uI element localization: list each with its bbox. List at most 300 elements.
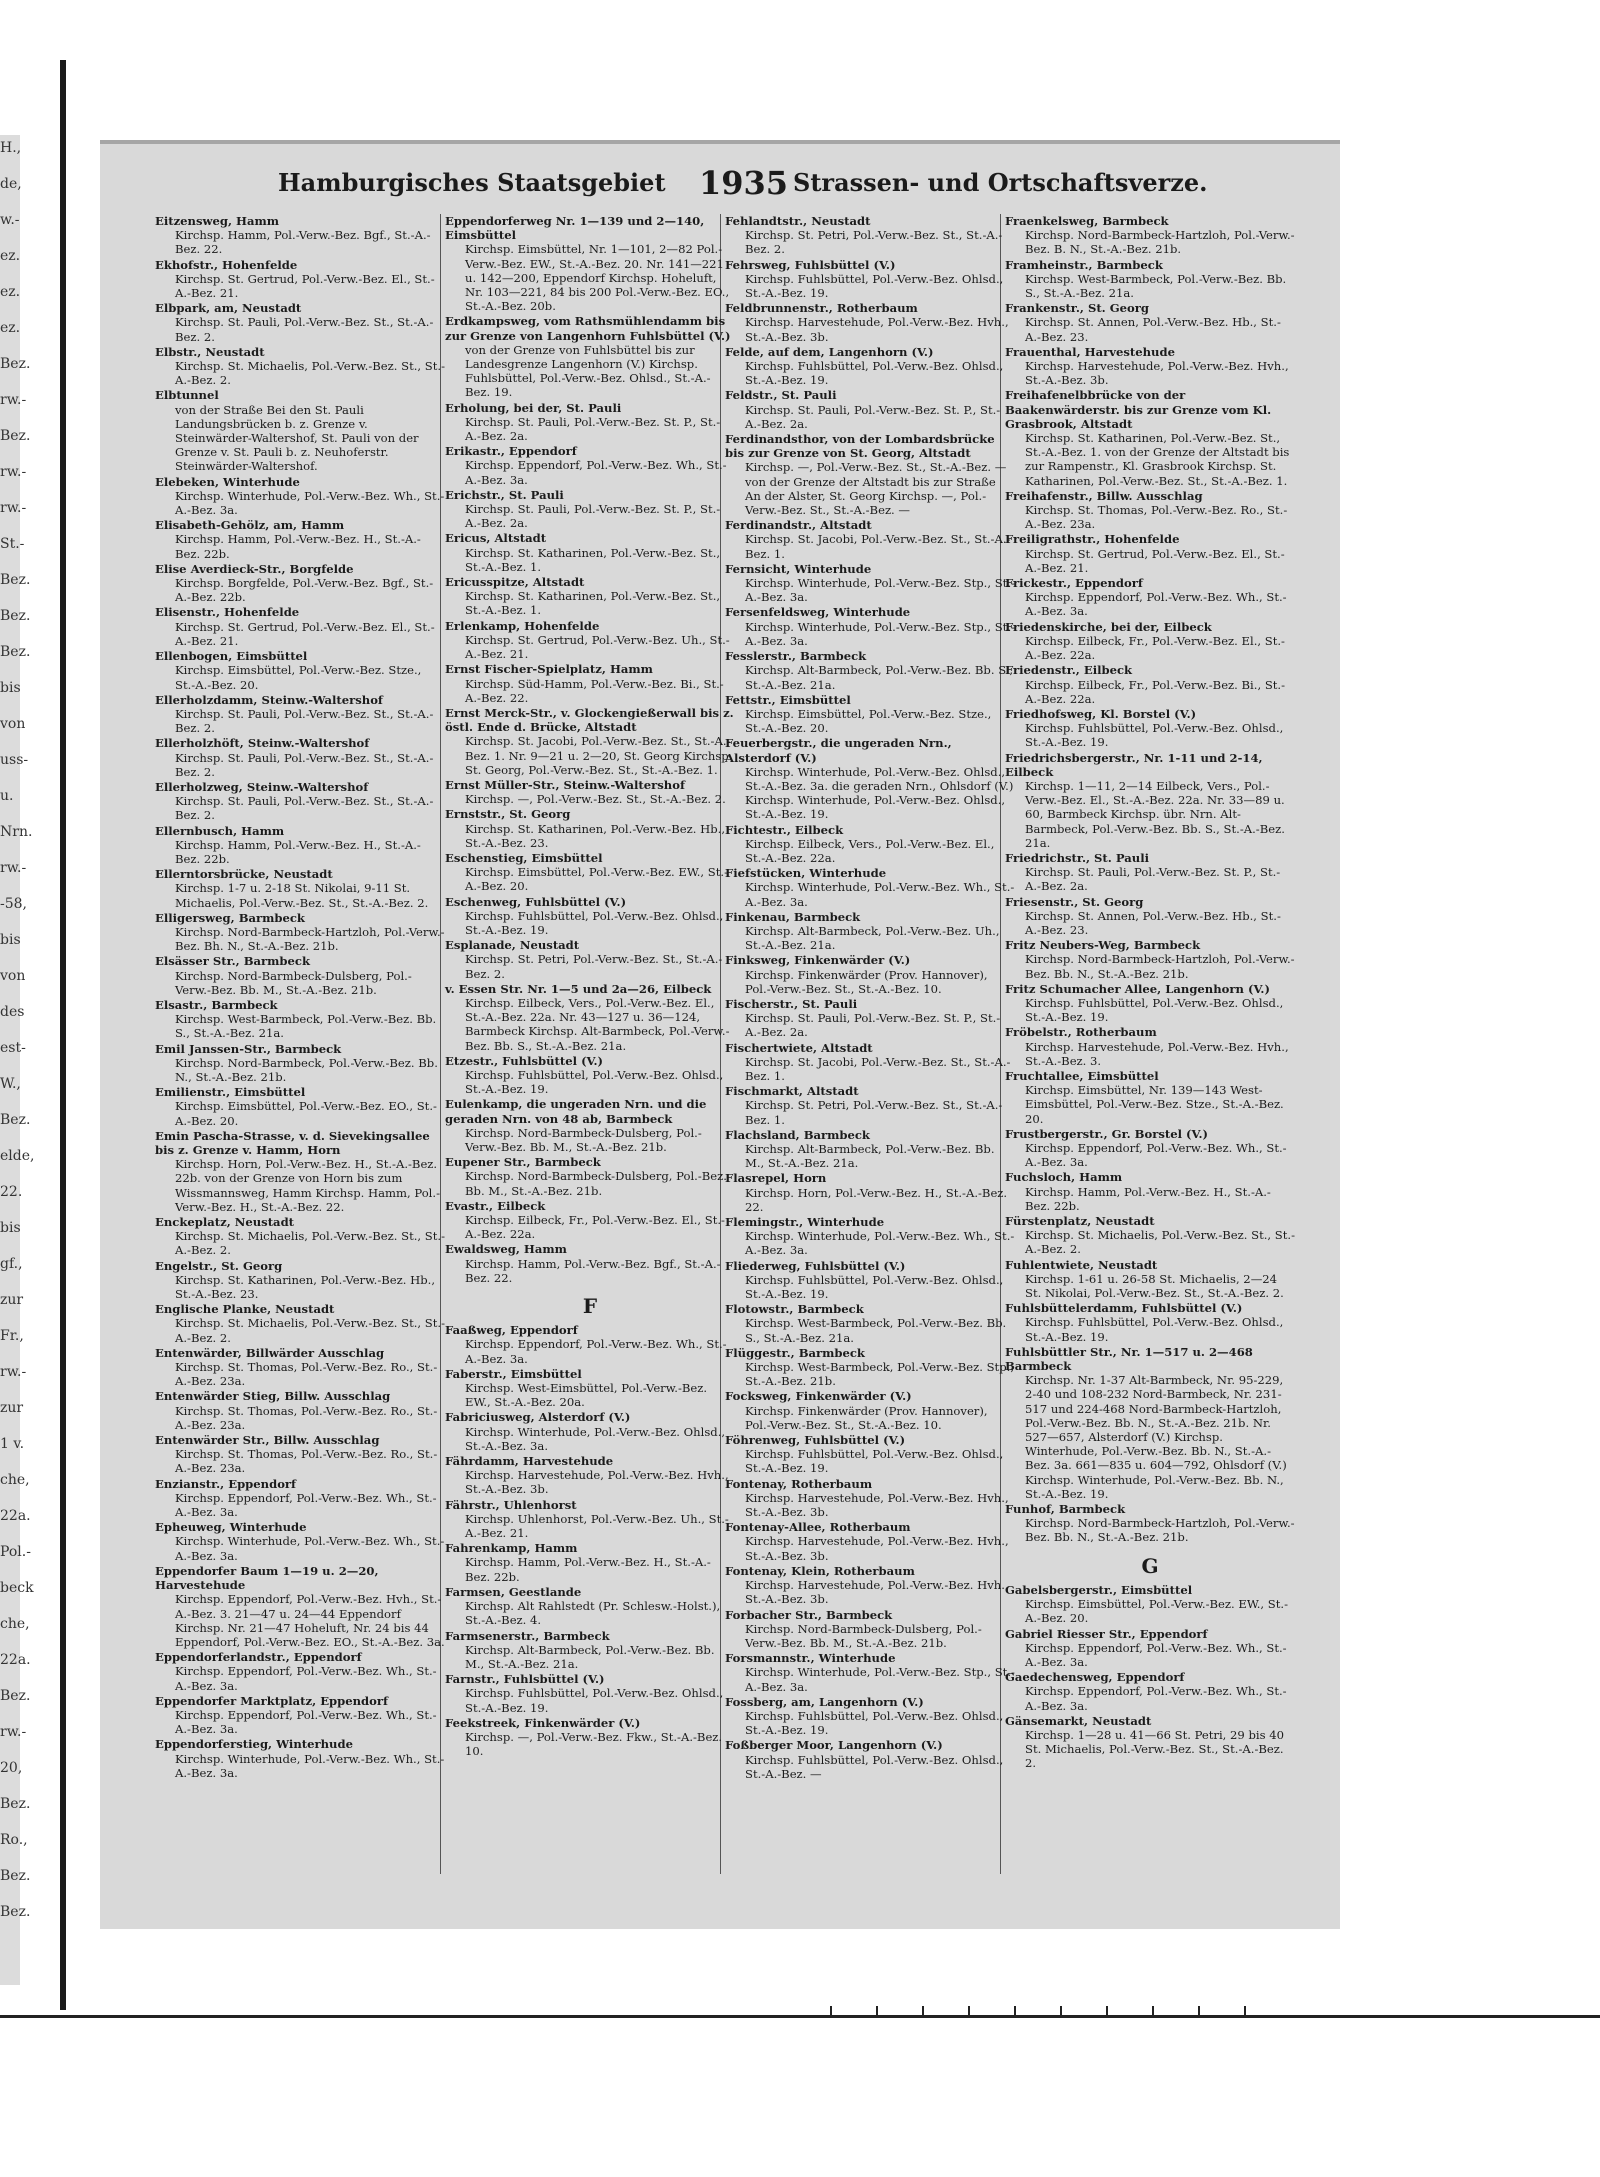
street-details: Kirchsp. St. Petri, Pol.-Verw.-Bez. St., St.-A.-Bez. 2. <box>465 952 723 981</box>
street-entry <box>1005 851 1295 894</box>
street-details: Kirchsp. Winterhude, Pol.-Verw.-Bez. Ohlsd., St.-A.-Bez. 3a. <box>465 1424 726 1453</box>
street-entry <box>155 1520 445 1563</box>
street-entry <box>155 736 445 779</box>
street-details: Kirchsp. Hamm, Pol.-Verw.-Bez. Bgf., St.-A.-Bez. 22. <box>465 1256 721 1285</box>
street-entry <box>725 997 1015 1040</box>
prev-page-fragment: W., <box>0 1076 21 1092</box>
street-details: Kirchsp. St. Petri, Pol.-Verw.-Bez. St., St.-A.-Bez. 2. <box>745 228 1003 257</box>
street-name: Fuhlsbüttler Str., Nr. 1—517 u. 2—468 Barmbeck <box>1005 1344 1253 1374</box>
street-name: Friedenskirche, bei der, Eilbeck <box>1005 619 1212 634</box>
prev-page-fragment: ez. <box>0 284 21 300</box>
street-name: Elbtunnel <box>155 388 219 403</box>
street-name: Erikastr., Eppendorf <box>445 444 577 459</box>
street-details: Kirchsp. 1—28 u. 41—66 St. Petri, 29 bis 40 St. Michaelis, Pol.-Verw.-Bez. St., St.-A.-Bez. 2. <box>1025 1727 1284 1771</box>
street-name: Fossberg, am, Langenhorn (V.) <box>725 1694 924 1709</box>
street-name: Fährdamm, Harvestehude <box>445 1454 614 1469</box>
street-entry <box>1005 1502 1295 1545</box>
street-entry <box>725 214 1015 257</box>
street-entry <box>155 824 445 867</box>
street-name: Ellerholzdamm, Steinw.-Waltershof <box>155 692 383 707</box>
prev-page-fragment: beck <box>0 1580 34 1596</box>
street-entry <box>155 214 445 257</box>
prev-page-fragment: rw.- <box>0 1724 27 1740</box>
street-entry <box>725 562 1015 605</box>
street-details: Kirchsp. Winterhude, Pol.-Verw.-Bez. Wh., St.-A.-Bez. 3a. <box>175 488 445 518</box>
street-name: Emin Pascha-Strasse, v. d. Sievekingsallee bis z. Grenze v. Hamm, Horn <box>155 1128 430 1157</box>
prev-page-fragment: Bez. <box>0 356 31 372</box>
street-details: Kirchsp. St. Jacobi, Pol.-Verw.-Bez. St., St.-A.-Bez. 1. <box>745 1054 1011 1083</box>
street-details: Kirchsp. Borgfelde, Pol.-Verw.-Bez. Bgf., St.-A.-Bez. 22b. <box>175 576 434 605</box>
street-details: von der Grenze von Fuhlsbüttel bis zur Landesgrenze Langenhorn (V.) Kirchsp. Fuhlsbüttel, Pol.-Verw.-Bez. Ohlsd., St.-A.-Bez. 19. <box>465 342 711 400</box>
street-name: Gabelsbergerstr., Eimsbüttel <box>1005 1582 1193 1597</box>
street-name: Emilienstr., Eimsbüttel <box>155 1085 306 1100</box>
street-details: Kirchsp. Alt-Barmbeck, Pol.-Verw.-Bez. Bb. M., St.-A.-Bez. 21a. <box>465 1642 715 1671</box>
street-details: Kirchsp. Eppendorf, Pol.-Verw.-Bez. Wh., St.-A.-Bez. 3a. <box>1025 590 1287 619</box>
street-name: Finkenau, Barmbeck <box>725 909 861 924</box>
street-details: Kirchsp. West-Barmbeck, Pol.-Verw.-Bez. Bb. S., St.-A.-Bez. 21a. <box>1025 271 1287 301</box>
street-name: Engelstr., St. Georg <box>155 1258 283 1273</box>
street-details: Kirchsp. St. Annen, Pol.-Verw.-Bez. Hb., St.-A.-Bez. 23. <box>1025 315 1281 344</box>
prev-page-fragment: ez. <box>0 320 21 336</box>
street-name: Flasrepel, Horn <box>725 1171 827 1186</box>
street-entry <box>1005 258 1295 301</box>
prev-page-fragment: Nrn. <box>0 824 33 840</box>
street-name: Flemingstr., Winterhude <box>725 1215 885 1230</box>
street-name: Friesenstr., St. Georg <box>1005 894 1144 909</box>
street-details: Kirchsp. West-Barmbeck, Pol.-Verw.-Bez. Stp., St.-A.-Bez. 21b. <box>745 1360 1015 1389</box>
street-details: Kirchsp. Finkenwärder (Prov. Hannover), Pol.-Verw.-Bez. St., St.-A.-Bez. 10. <box>745 967 988 996</box>
street-entry <box>155 1564 445 1649</box>
street-name: Fröbelstr., Rotherbaum <box>1005 1025 1157 1040</box>
street-entry <box>155 1433 445 1476</box>
street-details: Kirchsp. St. Pauli, Pol.-Verw.-Bez. St. P., St.-A.-Bez. 2a. <box>1025 865 1281 894</box>
street-entry <box>445 1629 735 1672</box>
prev-page-fragment: des <box>0 1004 25 1020</box>
street-entry <box>1005 576 1295 619</box>
prev-page-fragment: che, <box>0 1616 30 1632</box>
street-entry <box>1005 1025 1295 1068</box>
street-name: Ellerntorsbrücke, Neustadt <box>155 867 333 882</box>
street-name: Freiligrathstr., Hohenfelde <box>1005 532 1180 547</box>
prev-page-fragment: che, <box>0 1472 30 1488</box>
street-name: Fesslerstr., Barmbeck <box>725 649 867 664</box>
street-name: Elligersweg, Barmbeck <box>155 910 305 925</box>
street-details: Kirchsp. Alt-Barmbeck, Pol.-Verw.-Bez. Bb. M., St.-A.-Bez. 21a. <box>745 1142 995 1171</box>
street-name: Erichstr., St. Pauli <box>445 487 564 502</box>
street-entry <box>445 1367 735 1410</box>
prev-page-fragment: Bez. <box>0 1904 31 1920</box>
street-details: Kirchsp. Nord-Barmbeck-Dulsberg, Pol.-Verw.-Bez. Bb. M., St.-A.-Bez. 21b. <box>175 968 412 997</box>
street-name: Elisenstr., Hohenfelde <box>155 605 300 620</box>
prev-page-fragment: u. <box>0 788 14 804</box>
street-details: Kirchsp. St. Pauli, Pol.-Verw.-Bez. St. P., St.-A.-Bez. 2a. <box>745 402 1001 431</box>
street-name: Ewaldsweg, Hamm <box>445 1242 567 1257</box>
column-4 <box>1005 214 1295 1772</box>
street-name: Freihafenstr., Billw. Ausschlag <box>1005 488 1203 503</box>
street-details: Kirchsp. Fuhlsbüttel, Pol.-Verw.-Bez. Ohlsd., St.-A.-Bez. — <box>745 1752 1004 1781</box>
street-details: Kirchsp. West-Eimsbüttel, Pol.-Verw.-Bez. EW., St.-A.-Bez. 20a. <box>465 1381 708 1410</box>
street-details: Kirchsp. St. Michaelis, Pol.-Verw.-Bez. St., St.-A.-Bez. 2. <box>175 1229 445 1258</box>
street-entry <box>725 1651 1015 1694</box>
street-name: Feldbrunnenstr., Rotherbaum <box>725 301 918 316</box>
street-name: Fritz Schumacher Allee, Langenhorn (V.) <box>1005 981 1270 996</box>
street-entry <box>725 1608 1015 1651</box>
street-entry <box>445 1672 735 1715</box>
street-name: Gaedechensweg, Eppendorf <box>1005 1670 1185 1685</box>
prev-page-fragment: rw.- <box>0 392 27 408</box>
street-name: Fischmarkt, Altstadt <box>725 1084 859 1099</box>
street-entry <box>725 388 1015 431</box>
street-details: Kirchsp. St. Pauli, Pol.-Verw.-Bez. St., St.-A.-Bez. 2. <box>175 706 434 736</box>
street-details: Kirchsp. St. Pauli, Pol.-Verw.-Bez. St., St.-A.-Bez. 2. <box>175 794 434 823</box>
street-details: Kirchsp. Horn, Pol.-Verw.-Bez. H., St.-A.-Bez. 22. <box>745 1185 1008 1214</box>
street-entry <box>1005 1345 1295 1501</box>
street-entry <box>445 444 735 487</box>
street-entry <box>725 1520 1015 1563</box>
street-details: Kirchsp. St. Petri, Pol.-Verw.-Bez. St., St.-A.-Bez. 1. <box>745 1098 1003 1127</box>
street-details: Kirchsp. Winterhude, Pol.-Verw.-Bez. Stp., St.-A.-Bez. 3a. <box>745 619 1015 648</box>
street-details: Kirchsp. Winterhude, Pol.-Verw.-Bez. Ohlsd., St.-A.-Bez. 3a. die geraden Nrn., Ohlsdorf (V.) Kirchsp. Winterhude, Pol.-Verw.-Bez. Ohlsd., St.-A.-Bez. 19. <box>745 764 1014 822</box>
prev-page-fragment: bis <box>0 932 21 948</box>
street-details: Kirchsp. Fuhlsbüttel, Pol.-Verw.-Bez. Ohlsd., St.-A.-Bez. 19. <box>745 359 1004 388</box>
street-name: Elsastr., Barmbeck <box>155 997 278 1012</box>
street-details: Kirchsp. Nord-Barmbeck-Hartzloh, Pol.-Verw.-Bez. B. N., St.-A.-Bez. 21b. <box>1025 228 1295 257</box>
street-details: Kirchsp. Fuhlsbüttel, Pol.-Verw.-Bez. Ohlsd., St.-A.-Bez. 19. <box>745 1447 1004 1476</box>
prev-page-fragment: rw.- <box>0 860 27 876</box>
street-entry <box>725 1128 1015 1171</box>
street-details: Kirchsp. St. Michaelis, Pol.-Verw.-Bez. St., St.-A.-Bez. 2. <box>1025 1228 1295 1257</box>
prev-page-fragment: Bez. <box>0 1112 31 1128</box>
street-name: Fuchsloch, Hamm <box>1005 1170 1123 1185</box>
street-name: Fischertwiete, Altstadt <box>725 1040 873 1055</box>
street-details: Kirchsp. Eimsbüttel, Pol.-Verw.-Bez. Stze., St.-A.-Bez. 20. <box>745 706 992 736</box>
street-name: Eppendorferlandstr., Eppendorf <box>155 1650 362 1665</box>
street-details: Kirchsp. Hamm, Pol.-Verw.-Bez. H., St.-A.-Bez. 22b. <box>175 532 421 561</box>
street-name: Foßberger Moor, Langenhorn (V.) <box>725 1738 943 1753</box>
column-2 <box>445 214 735 1759</box>
street-entry <box>725 953 1015 996</box>
street-details: Kirchsp. Alt-Barmbeck, Pol.-Verw.-Bez. Uh., St.-A.-Bez. 21a. <box>745 923 1000 953</box>
street-name: Fraenkelsweg, Barmbeck <box>1005 214 1169 228</box>
street-name: Fehlandtstr., Neustadt <box>725 214 871 228</box>
street-name: Farmsenerstr., Barmbeck <box>445 1628 610 1643</box>
street-entry <box>1005 1301 1295 1344</box>
street-details: Kirchsp. Harvestehude, Pol.-Verw.-Bez. Hvh., St.-A.-Bez. 3b. <box>465 1468 729 1497</box>
street-entry <box>445 982 735 1053</box>
street-details: Kirchsp. Nord-Barmbeck-Dulsberg, Pol.-Bez. Bb. M., St.-A.-Bez. 21b. <box>465 1169 727 1198</box>
street-details: Kirchsp. Hamm, Pol.-Verw.-Bez. Bgf., St.-A.-Bez. 22. <box>175 228 431 257</box>
header-left-title: Hamburgisches Staatsgebiet <box>278 168 666 197</box>
street-details: Kirchsp. Fuhlsbüttel, Pol.-Verw.-Bez. Ohlsd., St.-A.-Bez. 19. <box>465 1686 724 1715</box>
street-name: Frustbergerstr., Gr. Borstel (V.) <box>1005 1126 1208 1141</box>
street-name: Erholung, bei der, St. Pauli <box>445 400 622 415</box>
street-entry <box>155 258 445 301</box>
prev-page-fragment: uss- <box>0 752 29 768</box>
street-name: Enckeplatz, Neustadt <box>155 1215 295 1230</box>
prev-page-fragment: von <box>0 968 26 984</box>
street-entry <box>725 1389 1015 1432</box>
street-entry <box>1005 620 1295 663</box>
street-name: Fliederweg, Fuhlsbüttel (V.) <box>725 1258 906 1273</box>
street-name: Flotowstr., Barmbeck <box>725 1302 864 1317</box>
street-entry <box>445 807 735 850</box>
street-details: Kirchsp. Alt Rahlstedt (Pr. Schlesw.-Holst.), St.-A.-Bez. 4. <box>465 1599 721 1628</box>
street-name: Friedenstr., Eilbeck <box>1005 663 1133 678</box>
street-details: Kirchsp. St. Gertrud, Pol.-Verw.-Bez. El., St.-A.-Bez. 21. <box>175 619 435 648</box>
street-details: Kirchsp. 1-7 u. 2-18 St. Nikolai, 9-11 St. Michaelis, Pol.-Verw.-Bez. St., St.-A.-Bez. 2. <box>175 881 429 910</box>
street-entry <box>155 649 445 692</box>
street-details: Kirchsp. St. Gertrud, Pol.-Verw.-Bez. El., St.-A.-Bez. 21. <box>175 271 435 301</box>
previous-page-text-fragments <box>0 110 56 2010</box>
prev-page-fragment: 20, <box>0 1760 23 1776</box>
street-entry <box>725 1259 1015 1302</box>
street-entry <box>725 1477 1015 1520</box>
street-name: Elbpark, am, Neustadt <box>155 301 302 316</box>
street-name: Fehrsweg, Fuhlsbüttel (V.) <box>725 257 896 272</box>
prev-page-fragment: 1 v. <box>0 1436 25 1452</box>
street-entry <box>155 605 445 648</box>
street-details: Kirchsp. Alt-Barmbeck, Pol.-Verw.-Bez. Bb. S., St.-A.-Bez. 21a. <box>745 663 1014 692</box>
street-name: Ellerholzhöft, Steinw.-Waltershof <box>155 736 370 751</box>
street-details: von der Straße Bei den St. Pauli Landungsbrücken b. z. Grenze v. Steinwärder-Waltershof, St. Pauli von der Grenze v. St. Pauli b. z. Neuhoferstr. Steinwärder-Waltershof. <box>175 402 419 474</box>
street-name: Fernsicht, Winterhude <box>725 561 872 576</box>
street-details: Kirchsp. St. Katharinen, Pol.-Verw.-Bez. St., St.-A.-Bez. 1. <box>465 589 721 618</box>
street-entry <box>445 575 735 618</box>
street-name: Eupener Str., Barmbeck <box>445 1155 601 1170</box>
street-name: Gänsemarkt, Neustadt <box>1005 1713 1152 1728</box>
street-name: Ericus, Altstadt <box>445 531 547 546</box>
street-details: Kirchsp. Fuhlsbüttel, Pol.-Verw.-Bez. Ohlsd., St.-A.-Bez. 19. <box>465 908 724 937</box>
street-name: Funhof, Barmbeck <box>1005 1502 1126 1517</box>
street-entry <box>725 1171 1015 1214</box>
street-details: Kirchsp. Eppendorf, Pol.-Verw.-Bez. Wh., St.-A.-Bez. 3a. <box>1025 1141 1287 1170</box>
street-entry <box>1005 1069 1295 1126</box>
street-details: Kirchsp. Nord-Barmbeck-Dulsberg, Pol.-Verw.-Bez. Bb. M., St.-A.-Bez. 21b. <box>745 1621 982 1650</box>
directory-page <box>100 140 1340 1929</box>
street-name: Entenwärder Stieg, Billw. Ausschlag <box>155 1389 391 1404</box>
street-entry <box>445 706 735 777</box>
street-entry <box>445 1199 735 1242</box>
prev-page-fragment: 22a. <box>0 1508 31 1524</box>
street-name: Ellernbusch, Hamm <box>155 823 285 838</box>
street-entry <box>725 1738 1015 1781</box>
street-entry <box>155 693 445 736</box>
street-name: Enzianstr., Eppendorf <box>155 1476 297 1491</box>
street-details: Kirchsp. Hamm, Pol.-Verw.-Bez. H., St.-A.-Bez. 22b. <box>465 1555 711 1584</box>
street-details: Kirchsp. Winterhude, Pol.-Verw.-Bez. Wh., St.-A.-Bez. 3a. <box>745 880 1015 909</box>
street-entry <box>155 345 445 388</box>
street-details: Kirchsp. West-Barmbeck, Pol.-Verw.-Bez. Bb. S., St.-A.-Bez. 21a. <box>175 1012 437 1041</box>
prev-page-fragment: zur <box>0 1400 24 1416</box>
street-name: Esplanade, Neustadt <box>445 938 580 953</box>
street-details: Kirchsp. Eilbeck, Vers., Pol.-Verw.-Bez. El., St.-A.-Bez. 22a. <box>745 836 995 865</box>
street-name: Fiefstücken, Winterhude <box>725 866 887 881</box>
street-entry <box>1005 663 1295 706</box>
prev-page-fragment: bis <box>0 1220 21 1236</box>
street-name: Ericusspitze, Altstadt <box>445 575 585 590</box>
street-entry <box>725 649 1015 692</box>
street-details: Kirchsp. Harvestehude, Pol.-Verw.-Bez. Hvh., St.-A.-Bez. 3b. <box>745 315 1009 344</box>
prev-page-fragment: H., <box>0 140 22 156</box>
street-entry <box>445 1155 735 1198</box>
street-entry <box>155 954 445 997</box>
street-entry <box>445 1054 735 1097</box>
street-name: Elbstr., Neustadt <box>155 344 265 359</box>
street-entry <box>1005 938 1295 981</box>
street-entry <box>1005 532 1295 575</box>
street-entry <box>725 1041 1015 1084</box>
street-name: Faaßweg, Eppendorf <box>445 1323 578 1338</box>
street-entry <box>445 1498 735 1541</box>
street-entry <box>725 1302 1015 1345</box>
street-details: Kirchsp. Harvestehude, Pol.-Verw.-Bez. Hvh., St.-A.-Bez. 3b. <box>745 1490 1009 1520</box>
street-entry <box>445 401 735 444</box>
binding-shadow-line <box>60 60 66 2010</box>
street-details: Kirchsp. —, Pol.-Verw.-Bez. Fkw., St.-A.-Bez. 10. <box>465 1729 723 1759</box>
street-name: Eppendorferstieg, Winterhude <box>155 1737 353 1752</box>
street-details: Kirchsp. Fuhlsbüttel, Pol.-Verw.-Bez. Ohlsd., St.-A.-Bez. 19. <box>1025 995 1284 1025</box>
prev-page-fragment: Bez. <box>0 644 31 660</box>
street-name: Ekhofstr., Hohenfelde <box>155 257 298 272</box>
street-name: Ferdinandsthor, von der Lombardsbrücke bis zur Grenze von St. Georg, Altstadt <box>725 432 995 461</box>
street-details: Kirchsp. Eimsbüttel, Nr. 139—143 West-Eimsbüttel, Pol.-Verw.-Bez. Stze., St.-A.-Bez. 20. <box>1025 1083 1284 1126</box>
street-name: Freihafenelbbrücke von der Baakenwärderstr. bis zur Grenze vom Kl. Grasbrook, Altstadt <box>1005 388 1272 431</box>
street-details: Kirchsp. Fuhlsbüttel, Pol.-Verw.-Bez. Ohlsd., St.-A.-Bez. 19. <box>745 1272 1004 1302</box>
street-name: Elsässer Str., Barmbeck <box>155 954 310 969</box>
street-entry <box>155 1302 445 1345</box>
street-name: Eulenkamp, die ungeraden Nrn. und die geraden Nrn. von 48 ab, Barmbeck <box>445 1097 707 1126</box>
street-details: Kirchsp. Eppendorf, Pol.-Verw.-Bez. Hvh., St.-A.-Bez. 3. 21—47 u. 24—44 Eppendorf Kirchsp. Nr. 21—47 Hoheluft, Nr. 24 bis 44 Eppendorf, Pol.-Verw.-Bez. EO., St.-A.-Bez. 3a. <box>175 1592 445 1649</box>
street-details: Kirchsp. St. Katharinen, Pol.-Verw.-Bez. St., St.-A.-Bez. 1. <box>465 545 721 574</box>
street-entry <box>445 619 735 662</box>
street-details: Kirchsp. St. Pauli, Pol.-Verw.-Bez. St. P., St.-A.-Bez. 2a. <box>745 1011 1001 1040</box>
prev-page-fragment: Ro., <box>0 1832 28 1848</box>
street-name: Fontenay, Klein, Rotherbaum <box>725 1563 915 1578</box>
street-entry <box>725 1695 1015 1738</box>
column-1 <box>155 214 445 1781</box>
street-name: Elisabeth-Gehölz, am, Hamm <box>155 518 345 533</box>
street-entry <box>445 895 735 938</box>
street-details: Kirchsp. —, Pol.-Verw.-Bez. St., St.-A.-Bez. 2. <box>465 792 726 807</box>
street-details: Kirchsp. St. Thomas, Pol.-Verw.-Bez. Ro., St.-A.-Bez. 23a. <box>175 1403 438 1432</box>
street-entry <box>1005 388 1295 487</box>
prev-page-fragment: rw.- <box>0 1364 27 1380</box>
street-entry <box>155 1737 445 1780</box>
street-details: Kirchsp. Nord-Barmbeck, Pol.-Verw.-Bez. Bb. N., St.-A.-Bez. 21b. <box>175 1055 438 1084</box>
street-entry <box>155 1694 445 1737</box>
street-entry <box>155 998 445 1041</box>
street-details: Kirchsp. Eimsbüttel, Pol.-Verw.-Bez. EW., St.-A.-Bez. 20. <box>465 865 728 894</box>
street-name: Feldstr., St. Pauli <box>725 388 837 403</box>
street-entry <box>1005 1214 1295 1257</box>
street-entry <box>725 1215 1015 1258</box>
street-entry <box>155 1477 445 1520</box>
street-details: Kirchsp. Eilbeck, Fr., Pol.-Verw.-Bez. Bi., St.-A.-Bez. 22a. <box>1025 677 1286 706</box>
street-name: Finksweg, Finkenwärder (V.) <box>725 953 911 968</box>
street-details: Kirchsp. Fuhlsbüttel, Pol.-Verw.-Bez. Ohlsd., St.-A.-Bez. 19. <box>1025 721 1284 750</box>
street-entry <box>725 1433 1015 1476</box>
street-name: Entenwärder, Billwärder Ausschlag <box>155 1345 385 1360</box>
street-entry <box>445 1454 735 1497</box>
street-name: Erdkampsweg, vom Rathsmühlendamm bis zur Grenze von Langenhorn Fuhlsbüttel (V.) <box>445 314 731 343</box>
street-name: Fontenay-Allee, Rotherbaum <box>725 1520 911 1535</box>
street-details: Kirchsp. 1-61 u. 26-58 St. Michaelis, 2—24 St. Nikolai, Pol.-Verw.-Bez. St., St.-A.-Bez. 2. <box>1025 1271 1284 1301</box>
street-name: Focksweg, Finkenwärder (V.) <box>725 1389 912 1404</box>
street-details: Kirchsp. Harvestehude, Pol.-Verw.-Bez. Hvh., St.-A.-Bez. 3b. <box>1025 359 1289 388</box>
street-entry <box>155 1085 445 1128</box>
street-details: Kirchsp. Harvestehude, Pol.-Verw.-Bez. Hvh., St.-A.-Bez. 3b. <box>745 1534 1009 1563</box>
section-letter: G <box>1141 1553 1159 1578</box>
street-details: Kirchsp. —, Pol.-Verw.-Bez. St., St.-A.-Bez. — von der Grenze der Altstadt bis zur Straße An der Alster, St. Georg Kirchsp. —, Pol.-Verw.-Bez. St., St.-A.-Bez. — <box>745 460 1007 518</box>
street-entry <box>155 1042 445 1085</box>
street-details: Kirchsp. St. Annen, Pol.-Verw.-Bez. Hb., St.-A.-Bez. 23. <box>1025 908 1281 937</box>
street-entry <box>1005 301 1295 344</box>
street-details: Kirchsp. Winterhude, Pol.-Verw.-Bez. Wh., St.-A.-Bez. 3a. <box>745 1229 1015 1258</box>
prev-page-fragment: St.- <box>0 536 25 552</box>
prev-page-fragment: 22a. <box>0 1652 31 1668</box>
prev-page-fragment: ez. <box>0 248 21 264</box>
street-name: Friedrichsbergerstr., Nr. 1-11 und 2-14, Eilbeck <box>1005 750 1263 779</box>
street-entry <box>155 780 445 823</box>
street-entry <box>155 867 445 910</box>
street-name: Framheinstr., Barmbeck <box>1005 257 1163 272</box>
street-name: Fährstr., Uhlenhorst <box>445 1497 577 1512</box>
street-details: Kirchsp. St. Pauli, Pol.-Verw.-Bez. St., St.-A.-Bez. 2. <box>175 315 434 344</box>
street-details: Kirchsp. St. Jacobi, Pol.-Verw.-Bez. St., St.-A.-Bez. 1. Nr. 9—21 u. 2—20, St. Georg Kirchsp. St. Georg, Pol.-Verw.-Bez. St., St.-A.-Bez. 1. <box>465 734 733 777</box>
street-details: Kirchsp. West-Barmbeck, Pol.-Verw.-Bez. Bb. S., St.-A.-Bez. 21a. <box>745 1316 1007 1345</box>
street-name: Emil Janssen-Str., Barmbeck <box>155 1041 342 1056</box>
street-details: Kirchsp. Eppendorf, Pol.-Verw.-Bez. Wh., St.-A.-Bez. 3a. <box>1025 1640 1287 1669</box>
street-name: Fuhlentwiete, Neustadt <box>1005 1257 1158 1272</box>
street-details: Kirchsp. Eppendorf, Pol.-Verw.-Bez. Wh., St.-A.-Bez. 3a. <box>465 458 727 487</box>
prev-page-fragment: est- <box>0 1040 26 1056</box>
street-details: Kirchsp. Fuhlsbüttel, Pol.-Verw.-Bez. Ohlsd., St.-A.-Bez. 19. <box>745 1708 1004 1738</box>
street-entry <box>445 662 735 705</box>
street-name: Fürstenplatz, Neustadt <box>1005 1214 1155 1229</box>
street-details: Kirchsp. Eimsbüttel, Pol.-Verw.-Bez. EW., St.-A.-Bez. 20. <box>1025 1597 1288 1626</box>
street-entry <box>725 518 1015 561</box>
street-name: Felde, auf dem, Langenhorn (V.) <box>725 344 934 359</box>
street-name: Eppendorfer Baum 1—19 u. 2—20, Harvestehude <box>155 1563 379 1593</box>
street-entry <box>445 1716 735 1759</box>
street-details: Kirchsp. St. Michaelis, Pol.-Verw.-Bez. St., St.-A.-Bez. 2. <box>175 1316 445 1345</box>
street-name: Fontenay, Rotherbaum <box>725 1476 873 1491</box>
prev-page-fragment: rw.- <box>0 500 27 516</box>
street-entry <box>155 1346 445 1389</box>
street-name: Fersenfeldsweg, Winterhude <box>725 605 911 620</box>
street-entry <box>1005 1258 1295 1301</box>
street-name: Farmsen, Geestlande <box>445 1584 582 1599</box>
street-name: Eitzensweg, Hamm <box>155 214 280 228</box>
street-name: Frauenthal, Harvestehude <box>1005 344 1175 359</box>
prev-page-fragment: de, <box>0 176 22 192</box>
street-name: Elise Averdieck-Str., Borgfelde <box>155 561 354 576</box>
street-name: Epheuweg, Winterhude <box>155 1520 307 1535</box>
street-name: Evastr., Eilbeck <box>445 1198 546 1213</box>
prev-page-fragment: gf., <box>0 1256 23 1272</box>
street-name: Fettstr., Eimsbüttel <box>725 692 851 707</box>
street-details: Kirchsp. Winterhude, Pol.-Verw.-Bez. Stp., St.-A.-Bez. 3a. <box>745 576 1015 605</box>
street-name: Eppendorfer Marktplatz, Eppendorf <box>155 1693 388 1708</box>
street-details: Kirchsp. Winterhude, Pol.-Verw.-Bez. Wh., St.-A.-Bez. 3a. <box>175 1751 445 1780</box>
street-entry <box>445 851 735 894</box>
street-entry <box>445 1410 735 1453</box>
street-name: Föhrenweg, Fuhlsbüttel (V.) <box>725 1433 906 1448</box>
street-name: Eppendorferweg Nr. 1—139 und 2—140, Eimsbüttel <box>445 214 705 243</box>
header-right-title: Strassen- und Ortschaftsverze. <box>793 168 1208 197</box>
street-name: Ellerholzweg, Steinw.-Waltershof <box>155 779 369 794</box>
street-entry <box>445 1585 735 1628</box>
